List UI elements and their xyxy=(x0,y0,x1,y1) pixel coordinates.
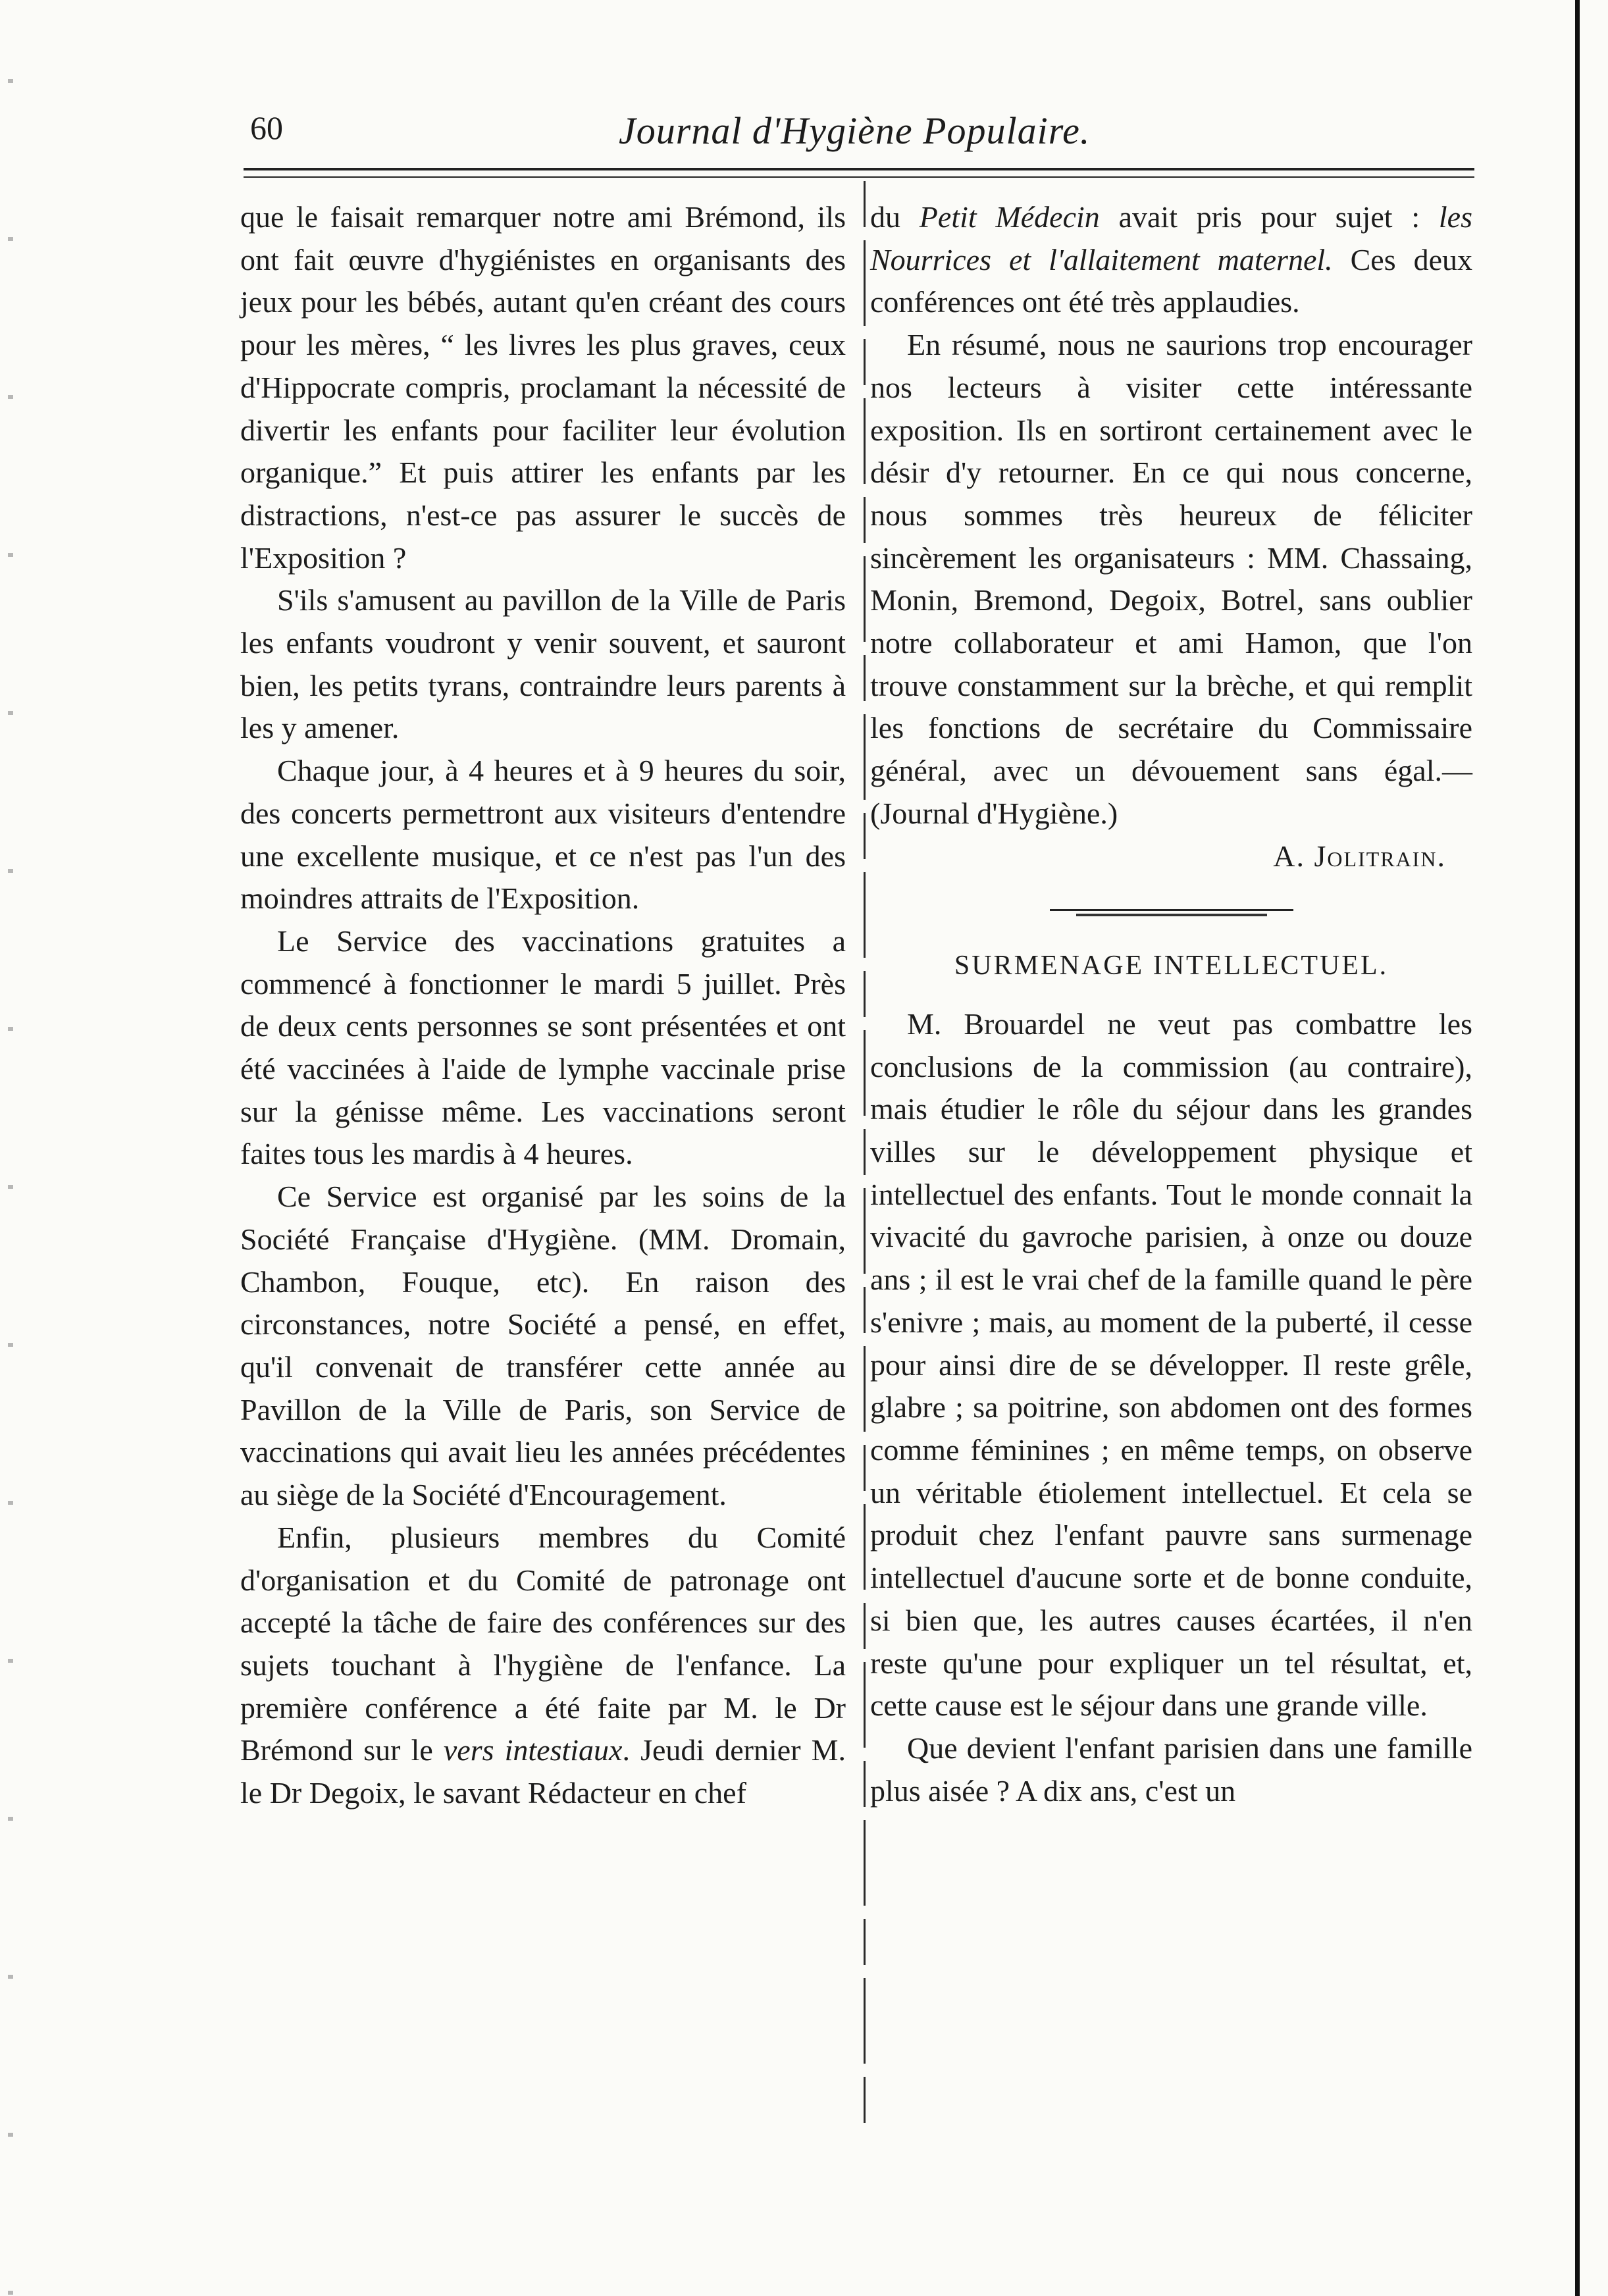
right-paragraph-1-text-b: avait pris pour sujet : xyxy=(1099,200,1439,234)
left-paragraph-1: que le faisait remarquer notre ami Brémond, ils ont fait œuvre d'hygiénistes en organisants des jeux pour les bébés, autant qu'en créant des cours pour les mères, “ les livres les plus graves, ceux d'Hippocrate compris, proclamant la nécessité de divertir les enfants pour faciliter leur évolution organique.” Et puis attirer les enfants par les distractions, n'est-ce pas assurer le succès de l'Exposition ? xyxy=(240,200,846,575)
header-rule-thin xyxy=(244,176,1474,178)
right-paragraph-1-italic-1: Petit Médecin xyxy=(919,200,1100,234)
right-paragraph-1-text-a: du xyxy=(870,200,920,234)
running-title: Journal d'Hygiène Populaire. xyxy=(619,109,1091,152)
left-paragraph-3: Chaque jour, à 4 heures et à 9 heures du soir, des concerts permettront aux visiteurs d'entendre une excellente musique, et ce n'est pas l'un des moindres attraits de l'Exposition. xyxy=(240,754,846,916)
header-rule-thick xyxy=(244,168,1474,170)
right-paragraph-1-italic-2: les Nourrices et l'allaitement maternel. xyxy=(870,200,1473,276)
page-number: 60 xyxy=(250,109,283,146)
right-paragraph-2: En résumé, nous ne saurions trop encourager nos lecteurs à visiter cette intéressante exposition. Ils en sortiront certainement avec le désir d'y retourner. En ce qui nous concerne, nous sommes très heureux de féliciter sincèrement les organisateurs : MM. Chassaing, Monin, Bremond, Degoix, Botrel, sans oublier notre collaborateur et ami Hamon, que l'on trouve constamment sur la brèche, et qui remplit les fonctions de secrétaire du Commissaire général, avec un dévouement sans égal.—(Journal d'Hygiène.) xyxy=(870,328,1472,830)
left-paragraph-6-text-b: . Jeudi dernier M. le Dr Degoix, le savant Rédacteur en chef xyxy=(240,1733,846,1810)
left-column xyxy=(240,196,846,1815)
left-paragraph-6-text-a: Enfin, plusieurs membres du Comité d'organisation et du Comité de patronage ont accepté la tâche de faire des conférences sur des sujets touchant à l'hygiène de l'enfance. La première conférence a été faite par M. le Dr Brémond sur le xyxy=(240,1520,846,1767)
right-paragraph-1 xyxy=(870,196,1472,324)
ornament-line-bottom xyxy=(1076,914,1267,916)
page-edge-line xyxy=(1575,0,1580,2296)
scan-margin-specks xyxy=(8,0,13,2296)
left-paragraph-2: S'ils s'amusent au pavillon de la Ville de Paris les enfants voudront y venir souvent, et sauront bien, les petits tyrans, contraindre leurs parents à les y amener. xyxy=(240,583,846,745)
page-header xyxy=(250,109,1474,155)
right-paragraph-3: M. Brouardel ne veut pas combattre les conclusions de la commission (au contraire), mais étudier le rôle du séjour dans les grandes villes sur le développement physique et intellectuel des enfants. Tout le monde connait la vivacité du gavroche parisien, à onze ou douze ans ; il est le vrai chef de la famille quand le père s'enivre ; mais, au moment de la puberté, il cesse pour ainsi dire de se développer. Il reste grêle, glabre ; sa poitrine, son abdomen ont des formes comme féminines ; en même temps, on observe un véritable étiolement intellectuel. Et cela se produit chez l'enfant pauvre sans surmenage intellectuel d'aucune sorte et de bonne conduite, si bien que, les autres causes écartées, il n'en reste qu'une pour expliquer un tel résultat, et, cette cause est le séjour dans une grande ville. xyxy=(870,1006,1472,1723)
author-signature: A. Jolitrain. xyxy=(1273,839,1446,873)
left-paragraph-5: Ce Service est organisé par les soins de la Société Française d'Hygiène. (MM. Dromain, Chambon, Fouque, etc). En raison des circonstances, notre Société a pensé, en effet, qu'il convenait de transférer cette année au Pavillon de la Ville de Paris, son Service de vaccinations qui avait lieu les années précédentes au siège de la Société d'Encouragement. xyxy=(240,1180,846,1512)
column-divider xyxy=(864,181,866,2129)
right-column xyxy=(870,196,1472,1812)
left-paragraph-6 xyxy=(240,1517,846,1815)
left-paragraph-6-italic: vers intestiaux xyxy=(443,1733,623,1767)
right-paragraph-1-text-c: Ces deux conférences ont été très applaudies. xyxy=(870,242,1472,319)
ornament-line-top xyxy=(1050,909,1293,911)
section-title: SURMENAGE INTELLECTUEL. xyxy=(954,951,1389,981)
left-paragraph-4: Le Service des vaccinations gratuites a commencé à fonctionner le mardi 5 juillet. Près de deux cents personnes se sont présentées et ont été vaccinées à l'aide de lymphe vaccinale prise sur la génisse même. Les vaccinations seront faites tous les mardis à 4 heures. xyxy=(240,924,846,1171)
right-paragraph-4: Que devient l'enfant parisien dans une famille plus aisée ? A dix ans, c'est un xyxy=(870,1731,1472,1808)
section-divider-ornament xyxy=(1050,909,1293,918)
